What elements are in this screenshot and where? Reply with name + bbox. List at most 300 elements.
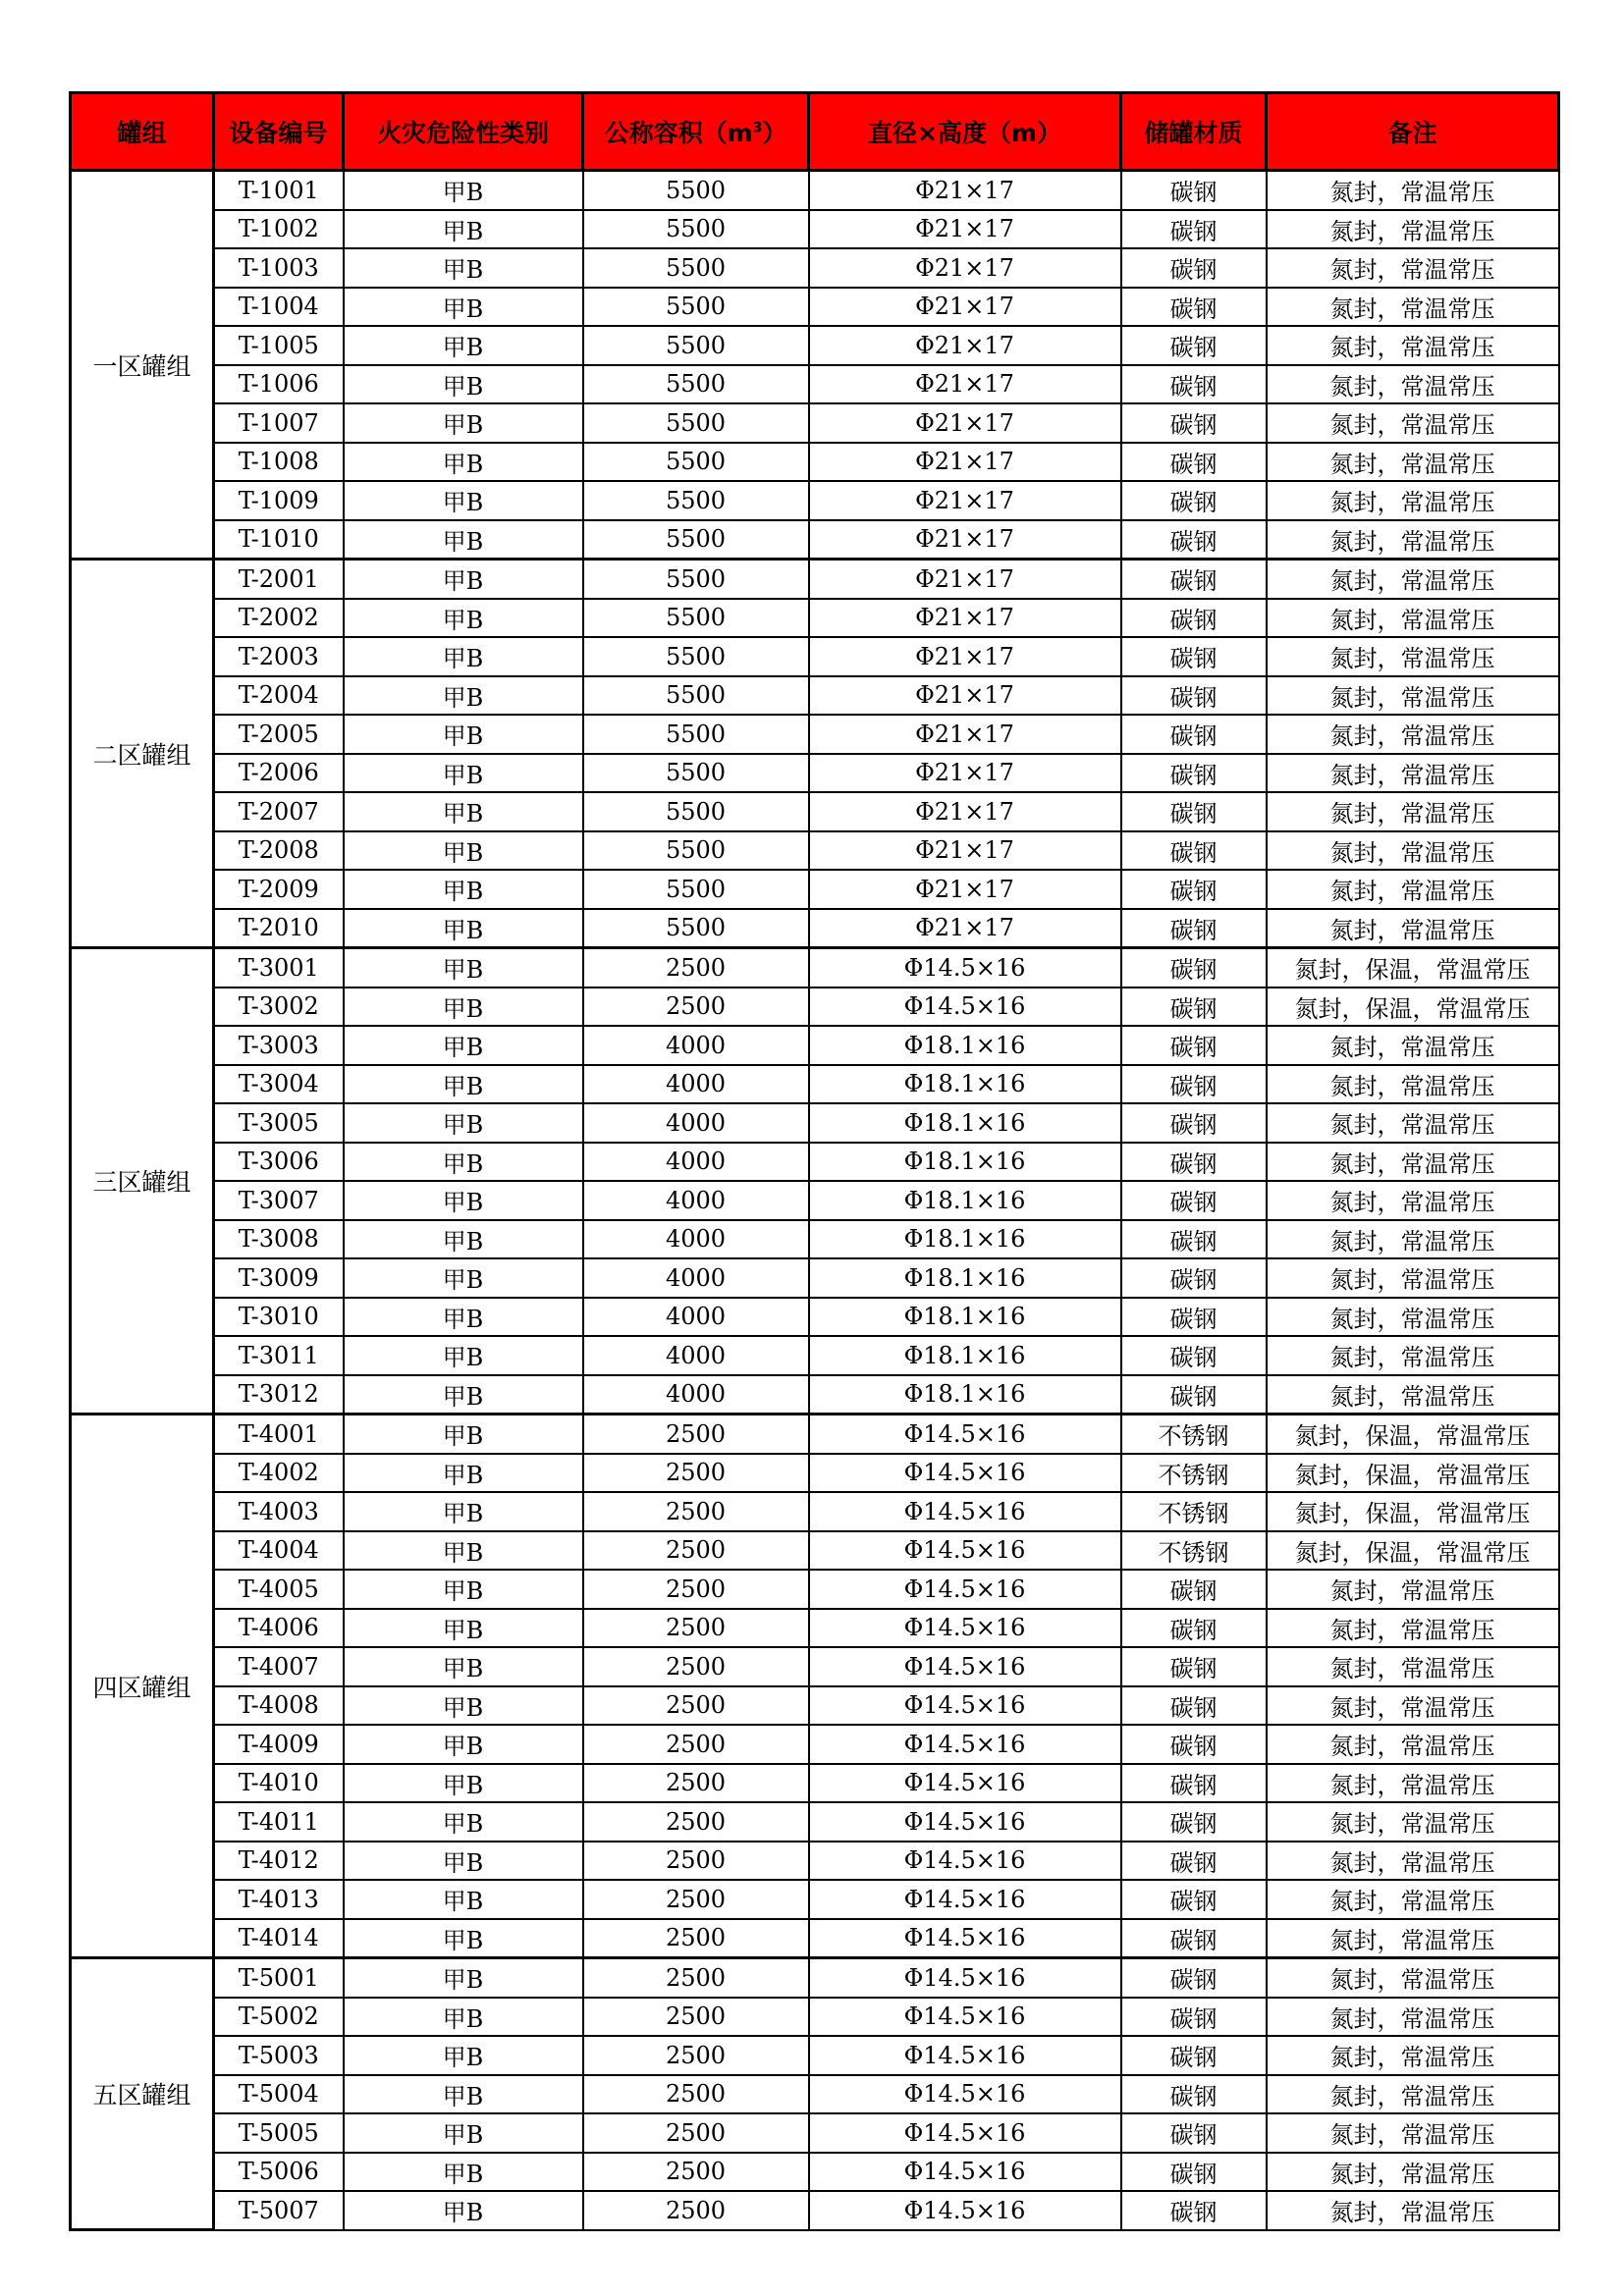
fire-hazard-cell: 甲B xyxy=(344,1103,583,1143)
remarks-cell: 氮封，常温常压 xyxy=(1267,2036,1559,2075)
header-fire-hazard: 火灾危险性类别 xyxy=(344,93,583,171)
remarks-cell: 氮封，常温常压 xyxy=(1267,1764,1559,1803)
volume-cell: 5500 xyxy=(583,403,809,443)
fire-hazard-cell: 甲B xyxy=(344,1298,583,1337)
remarks-cell: 氮封，常温常压 xyxy=(1267,1998,1559,2037)
table-row xyxy=(71,715,1559,754)
material-cell: 不锈钢 xyxy=(1121,1531,1267,1571)
fire-hazard-cell: 甲B xyxy=(344,326,583,365)
equipment-id-cell: T-1007 xyxy=(214,403,344,443)
fire-hazard-cell: 甲B xyxy=(344,1725,583,1764)
tank-table xyxy=(69,91,1560,2231)
dimensions-cell: Φ21×17 xyxy=(809,171,1121,210)
fire-hazard-cell: 甲B xyxy=(344,2191,583,2230)
remarks-cell: 氮封，常温常压 xyxy=(1267,520,1559,560)
remarks-cell: 氮封，常温常压 xyxy=(1267,365,1559,404)
remarks-cell: 氮封，常温常压 xyxy=(1267,1647,1559,1686)
dimensions-cell: Φ18.1×16 xyxy=(809,1336,1121,1375)
remarks-cell: 氮封，常温常压 xyxy=(1267,403,1559,443)
remarks-cell: 氮封，常温常压 xyxy=(1267,1103,1559,1143)
table-row xyxy=(71,1764,1559,1803)
volume-cell: 2500 xyxy=(583,2113,809,2153)
volume-cell: 5500 xyxy=(583,365,809,404)
material-cell: 碳钢 xyxy=(1121,831,1267,871)
dimensions-cell: Φ14.5×16 xyxy=(809,1880,1121,1919)
volume-cell: 2500 xyxy=(583,2075,809,2114)
remarks-cell: 氮封，常温常压 xyxy=(1267,481,1559,520)
fire-hazard-cell: 甲B xyxy=(344,1880,583,1919)
remarks-cell: 氮封，常温常压 xyxy=(1267,1258,1559,1298)
table-row xyxy=(71,1647,1559,1686)
table-row xyxy=(71,1298,1559,1337)
material-cell: 碳钢 xyxy=(1121,909,1267,948)
table-row xyxy=(71,1181,1559,1220)
fire-hazard-cell: 甲B xyxy=(344,1802,583,1842)
remarks-cell: 氮封，常温常压 xyxy=(1267,1686,1559,1726)
material-cell: 碳钢 xyxy=(1121,1336,1267,1375)
equipment-id-cell: T-3011 xyxy=(214,1336,344,1375)
equipment-id-cell: T-1010 xyxy=(214,520,344,560)
material-cell: 碳钢 xyxy=(1121,1026,1267,1065)
equipment-id-cell: T-5006 xyxy=(214,2153,344,2192)
table-row xyxy=(71,909,1559,948)
fire-hazard-cell: 甲B xyxy=(344,792,583,831)
material-cell: 碳钢 xyxy=(1121,326,1267,365)
fire-hazard-cell: 甲B xyxy=(344,1570,583,1609)
fire-hazard-cell: 甲B xyxy=(344,1181,583,1220)
remarks-cell: 氮封，常温常压 xyxy=(1267,1298,1559,1337)
fire-hazard-cell: 甲B xyxy=(344,1065,583,1104)
fire-hazard-cell: 甲B xyxy=(344,2153,583,2192)
volume-cell: 5500 xyxy=(583,637,809,676)
volume-cell: 4000 xyxy=(583,1181,809,1220)
fire-hazard-cell: 甲B xyxy=(344,1375,583,1415)
dimensions-cell: Φ21×17 xyxy=(809,481,1121,520)
volume-cell: 5500 xyxy=(583,754,809,793)
material-cell: 碳钢 xyxy=(1121,1919,1267,1958)
dimensions-cell: Φ21×17 xyxy=(809,520,1121,560)
volume-cell: 2500 xyxy=(583,1609,809,1648)
remarks-cell: 氮封，常温常压 xyxy=(1267,1143,1559,1182)
equipment-id-cell: T-4011 xyxy=(214,1802,344,1842)
material-cell: 碳钢 xyxy=(1121,599,1267,638)
fire-hazard-cell: 甲B xyxy=(344,1647,583,1686)
remarks-cell: 氮封，保温，常温常压 xyxy=(1267,988,1559,1027)
dimensions-cell: Φ14.5×16 xyxy=(809,1764,1121,1803)
header-volume-suffix: ） xyxy=(762,119,787,147)
table-row xyxy=(71,1026,1559,1065)
equipment-id-cell: T-2008 xyxy=(214,831,344,871)
volume-cell: 5500 xyxy=(583,443,809,482)
equipment-id-cell: T-4001 xyxy=(214,1415,344,1454)
fire-hazard-cell: 甲B xyxy=(344,210,583,249)
table-row xyxy=(71,988,1559,1027)
dimensions-cell: Φ21×17 xyxy=(809,870,1121,909)
equipment-id-cell: T-3001 xyxy=(214,948,344,988)
volume-cell: 4000 xyxy=(583,1336,809,1375)
remarks-cell: 氮封，常温常压 xyxy=(1267,1220,1559,1259)
header-volume-sup: 3 xyxy=(752,120,763,136)
fire-hazard-cell: 甲B xyxy=(344,1686,583,1726)
fire-hazard-cell: 甲B xyxy=(344,1958,583,1998)
volume-cell: 5500 xyxy=(583,715,809,754)
remarks-cell: 氮封，保温，常温常压 xyxy=(1267,1531,1559,1571)
remarks-cell: 氮封，常温常压 xyxy=(1267,1802,1559,1842)
remarks-cell: 氮封，常温常压 xyxy=(1267,2113,1559,2153)
remarks-cell: 氮封，常温常压 xyxy=(1267,2191,1559,2230)
material-cell: 碳钢 xyxy=(1121,1958,1267,1998)
material-cell: 碳钢 xyxy=(1121,870,1267,909)
equipment-id-cell: T-2010 xyxy=(214,909,344,948)
equipment-id-cell: T-3008 xyxy=(214,1220,344,1259)
material-cell: 碳钢 xyxy=(1121,715,1267,754)
table-row xyxy=(71,2113,1559,2153)
dimensions-cell: Φ21×17 xyxy=(809,210,1121,249)
material-cell: 碳钢 xyxy=(1121,1375,1267,1415)
tank-group-name: 五区罐组 xyxy=(71,1958,214,2230)
equipment-id-cell: T-1003 xyxy=(214,248,344,288)
volume-cell: 2500 xyxy=(583,2191,809,2230)
table-row xyxy=(71,1958,1559,1998)
volume-cell: 5500 xyxy=(583,326,809,365)
material-cell: 碳钢 xyxy=(1121,1998,1267,2037)
equipment-id-cell: T-4012 xyxy=(214,1842,344,1881)
dimensions-cell: Φ14.5×16 xyxy=(809,948,1121,988)
fire-hazard-cell: 甲B xyxy=(344,560,583,599)
material-cell: 碳钢 xyxy=(1121,1570,1267,1609)
material-cell: 碳钢 xyxy=(1121,2113,1267,2153)
remarks-cell: 氮封，常温常压 xyxy=(1267,1725,1559,1764)
fire-hazard-cell: 甲B xyxy=(344,1026,583,1065)
material-cell: 碳钢 xyxy=(1121,2191,1267,2230)
table-row xyxy=(71,1531,1559,1571)
remarks-cell: 氮封，常温常压 xyxy=(1267,599,1559,638)
equipment-id-cell: T-1004 xyxy=(214,288,344,327)
dimensions-cell: Φ21×17 xyxy=(809,443,1121,482)
volume-cell: 4000 xyxy=(583,1103,809,1143)
fire-hazard-cell: 甲B xyxy=(344,1842,583,1881)
remarks-cell: 氮封，常温常压 xyxy=(1267,1181,1559,1220)
table-row xyxy=(71,1686,1559,1726)
remarks-cell: 氮封，常温常压 xyxy=(1267,870,1559,909)
fire-hazard-cell: 甲B xyxy=(344,1492,583,1531)
remarks-cell: 氮封，保温，常温常压 xyxy=(1267,1454,1559,1493)
dimensions-cell: Φ14.5×16 xyxy=(809,1998,1121,2037)
remarks-cell: 氮封，常温常压 xyxy=(1267,1065,1559,1104)
material-cell: 碳钢 xyxy=(1121,481,1267,520)
table-row xyxy=(71,2153,1559,2192)
dimensions-cell: Φ14.5×16 xyxy=(809,2036,1121,2075)
remarks-cell: 氮封，常温常压 xyxy=(1267,326,1559,365)
table-row xyxy=(71,248,1559,288)
material-cell: 碳钢 xyxy=(1121,1686,1267,1726)
volume-cell: 2500 xyxy=(583,1647,809,1686)
dimensions-cell: Φ14.5×16 xyxy=(809,1454,1121,1493)
equipment-id-cell: T-5007 xyxy=(214,2191,344,2230)
equipment-id-cell: T-2007 xyxy=(214,792,344,831)
volume-cell: 4000 xyxy=(583,1375,809,1415)
fire-hazard-cell: 甲B xyxy=(344,1220,583,1259)
material-cell: 不锈钢 xyxy=(1121,1454,1267,1493)
remarks-cell: 氮封，常温常压 xyxy=(1267,2075,1559,2114)
fire-hazard-cell: 甲B xyxy=(344,481,583,520)
remarks-cell: 氮封，常温常压 xyxy=(1267,1570,1559,1609)
equipment-id-cell: T-2005 xyxy=(214,715,344,754)
equipment-id-cell: T-3007 xyxy=(214,1181,344,1220)
table-row xyxy=(71,1570,1559,1609)
remarks-cell: 氮封，常温常压 xyxy=(1267,248,1559,288)
fire-hazard-cell: 甲B xyxy=(344,2075,583,2114)
volume-cell: 2500 xyxy=(583,1686,809,1726)
material-cell: 碳钢 xyxy=(1121,754,1267,793)
table-row xyxy=(71,676,1559,716)
equipment-id-cell: T-1006 xyxy=(214,365,344,404)
material-cell: 碳钢 xyxy=(1121,676,1267,716)
table-row xyxy=(71,1880,1559,1919)
dimensions-cell: Φ18.1×16 xyxy=(809,1258,1121,1298)
table-row xyxy=(71,481,1559,520)
table-row xyxy=(71,1336,1559,1375)
dimensions-cell: Φ14.5×16 xyxy=(809,1725,1121,1764)
volume-cell: 5500 xyxy=(583,248,809,288)
fire-hazard-cell: 甲B xyxy=(344,365,583,404)
material-cell: 碳钢 xyxy=(1121,2036,1267,2075)
volume-cell: 2500 xyxy=(583,1725,809,1764)
volume-cell: 2500 xyxy=(583,1454,809,1493)
volume-cell: 2500 xyxy=(583,2036,809,2075)
table-row xyxy=(71,599,1559,638)
fire-hazard-cell: 甲B xyxy=(344,676,583,716)
equipment-id-cell: T-4014 xyxy=(214,1919,344,1958)
remarks-cell: 氮封，常温常压 xyxy=(1267,1842,1559,1881)
dimensions-cell: Φ18.1×16 xyxy=(809,1143,1121,1182)
material-cell: 不锈钢 xyxy=(1121,1415,1267,1454)
tank-group-name: 四区罐组 xyxy=(71,1415,214,1958)
dimensions-cell: Φ14.5×16 xyxy=(809,2191,1121,2230)
equipment-id-cell: T-5001 xyxy=(214,1958,344,1998)
volume-cell: 5500 xyxy=(583,676,809,716)
equipment-id-cell: T-1008 xyxy=(214,443,344,482)
fire-hazard-cell: 甲B xyxy=(344,443,583,482)
equipment-id-cell: T-3009 xyxy=(214,1258,344,1298)
dimensions-cell: Φ14.5×16 xyxy=(809,1492,1121,1531)
fire-hazard-cell: 甲B xyxy=(344,1609,583,1648)
table-row xyxy=(71,1492,1559,1531)
fire-hazard-cell: 甲B xyxy=(344,637,583,676)
equipment-id-cell: T-5004 xyxy=(214,2075,344,2114)
header-material: 储罐材质 xyxy=(1121,93,1267,171)
remarks-cell: 氮封，常温常压 xyxy=(1267,1336,1559,1375)
volume-cell: 2500 xyxy=(583,1802,809,1842)
header-remarks: 备注 xyxy=(1267,93,1559,171)
volume-cell: 2500 xyxy=(583,1919,809,1958)
fire-hazard-cell: 甲B xyxy=(344,715,583,754)
fire-hazard-cell: 甲B xyxy=(344,1531,583,1571)
equipment-id-cell: T-2002 xyxy=(214,599,344,638)
equipment-id-cell: T-5003 xyxy=(214,2036,344,2075)
remarks-cell: 氮封，常温常压 xyxy=(1267,1958,1559,1998)
remarks-cell: 氮封，常温常压 xyxy=(1267,715,1559,754)
material-cell: 碳钢 xyxy=(1121,288,1267,327)
table-row xyxy=(71,2075,1559,2114)
tank-group-name: 二区罐组 xyxy=(71,560,214,948)
remarks-cell: 氮封，常温常压 xyxy=(1267,288,1559,327)
material-cell: 不锈钢 xyxy=(1121,1492,1267,1531)
dimensions-cell: Φ21×17 xyxy=(809,403,1121,443)
table-row xyxy=(71,443,1559,482)
dimensions-cell: Φ14.5×16 xyxy=(809,988,1121,1027)
table-row xyxy=(71,1725,1559,1764)
material-cell: 碳钢 xyxy=(1121,1764,1267,1803)
fire-hazard-cell: 甲B xyxy=(344,2113,583,2153)
dimensions-cell: Φ21×17 xyxy=(809,560,1121,599)
equipment-id-cell: T-5005 xyxy=(214,2113,344,2153)
fire-hazard-cell: 甲B xyxy=(344,754,583,793)
table-row xyxy=(71,1919,1559,1958)
table-row xyxy=(71,1454,1559,1493)
volume-cell: 5500 xyxy=(583,870,809,909)
volume-cell: 4000 xyxy=(583,1143,809,1182)
table-row xyxy=(71,1375,1559,1415)
dimensions-cell: Φ21×17 xyxy=(809,792,1121,831)
table-row xyxy=(71,1802,1559,1842)
equipment-id-cell: T-4008 xyxy=(214,1686,344,1726)
remarks-cell: 氮封，常温常压 xyxy=(1267,1375,1559,1415)
material-cell: 碳钢 xyxy=(1121,948,1267,988)
volume-cell: 5500 xyxy=(583,599,809,638)
table-row xyxy=(71,1103,1559,1143)
volume-cell: 5500 xyxy=(583,792,809,831)
dimensions-cell: Φ21×17 xyxy=(809,754,1121,793)
table-row xyxy=(71,637,1559,676)
dimensions-cell: Φ21×17 xyxy=(809,715,1121,754)
equipment-id-cell: T-2009 xyxy=(214,870,344,909)
fire-hazard-cell: 甲B xyxy=(344,520,583,560)
table-row xyxy=(71,1220,1559,1259)
tank-table-sheet xyxy=(69,91,1557,2231)
dimensions-cell: Φ21×17 xyxy=(809,288,1121,327)
fire-hazard-cell: 甲B xyxy=(344,1336,583,1375)
table-row xyxy=(71,948,1559,988)
volume-cell: 5500 xyxy=(583,288,809,327)
table-row xyxy=(71,1143,1559,1182)
remarks-cell: 氮封，常温常压 xyxy=(1267,676,1559,716)
dimensions-cell: Φ18.1×16 xyxy=(809,1103,1121,1143)
material-cell: 碳钢 xyxy=(1121,988,1267,1027)
remarks-cell: 氮封，常温常压 xyxy=(1267,754,1559,793)
material-cell: 碳钢 xyxy=(1121,2075,1267,2114)
volume-cell: 2500 xyxy=(583,1880,809,1919)
table-row xyxy=(71,1415,1559,1454)
remarks-cell: 氮封，常温常压 xyxy=(1267,560,1559,599)
remarks-cell: 氮封，常温常压 xyxy=(1267,2153,1559,2192)
volume-cell: 5500 xyxy=(583,481,809,520)
remarks-cell: 氮封，常温常压 xyxy=(1267,1026,1559,1065)
equipment-id-cell: T-5002 xyxy=(214,1998,344,2037)
material-cell: 碳钢 xyxy=(1121,2153,1267,2192)
dimensions-cell: Φ14.5×16 xyxy=(809,1958,1121,1998)
equipment-id-cell: T-1005 xyxy=(214,326,344,365)
volume-cell: 4000 xyxy=(583,1298,809,1337)
equipment-id-cell: T-3006 xyxy=(214,1143,344,1182)
remarks-cell: 氮封，常温常压 xyxy=(1267,792,1559,831)
volume-cell: 2500 xyxy=(583,1842,809,1881)
dimensions-cell: Φ14.5×16 xyxy=(809,2153,1121,2192)
remarks-cell: 氮封，常温常压 xyxy=(1267,1919,1559,1958)
equipment-id-cell: T-3003 xyxy=(214,1026,344,1065)
dimensions-cell: Φ21×17 xyxy=(809,909,1121,948)
equipment-id-cell: T-2001 xyxy=(214,560,344,599)
volume-cell: 2500 xyxy=(583,1570,809,1609)
dimensions-cell: Φ21×17 xyxy=(809,326,1121,365)
material-cell: 碳钢 xyxy=(1121,1220,1267,1259)
equipment-id-cell: T-2006 xyxy=(214,754,344,793)
dimensions-cell: Φ18.1×16 xyxy=(809,1375,1121,1415)
material-cell: 碳钢 xyxy=(1121,1725,1267,1764)
volume-cell: 5500 xyxy=(583,909,809,948)
material-cell: 碳钢 xyxy=(1121,1647,1267,1686)
equipment-id-cell: T-4005 xyxy=(214,1570,344,1609)
dimensions-cell: Φ21×17 xyxy=(809,599,1121,638)
volume-cell: 5500 xyxy=(583,560,809,599)
volume-cell: 4000 xyxy=(583,1220,809,1259)
fire-hazard-cell: 甲B xyxy=(344,1764,583,1803)
fire-hazard-cell: 甲B xyxy=(344,909,583,948)
table-header xyxy=(71,93,1559,171)
table-row xyxy=(71,1609,1559,1648)
fire-hazard-cell: 甲B xyxy=(344,288,583,327)
material-cell: 碳钢 xyxy=(1121,1181,1267,1220)
fire-hazard-cell: 甲B xyxy=(344,403,583,443)
volume-cell: 4000 xyxy=(583,1026,809,1065)
fire-hazard-cell: 甲B xyxy=(344,1998,583,2037)
dimensions-cell: Φ14.5×16 xyxy=(809,2075,1121,2114)
equipment-id-cell: T-3005 xyxy=(214,1103,344,1143)
table-row xyxy=(71,1258,1559,1298)
remarks-cell: 氮封，常温常压 xyxy=(1267,637,1559,676)
tank-group-name: 一区罐组 xyxy=(71,171,214,560)
table-row xyxy=(71,1842,1559,1881)
dimensions-cell: Φ18.1×16 xyxy=(809,1220,1121,1259)
dimensions-cell: Φ14.5×16 xyxy=(809,1647,1121,1686)
dimensions-cell: Φ18.1×16 xyxy=(809,1026,1121,1065)
volume-cell: 2500 xyxy=(583,1531,809,1571)
tank-group-name: 三区罐组 xyxy=(71,948,214,1415)
remarks-cell: 氮封，常温常压 xyxy=(1267,909,1559,948)
table-body xyxy=(71,171,1559,2230)
volume-cell: 5500 xyxy=(583,831,809,871)
equipment-id-cell: T-4004 xyxy=(214,1531,344,1571)
volume-cell: 2500 xyxy=(583,1492,809,1531)
fire-hazard-cell: 甲B xyxy=(344,1415,583,1454)
material-cell: 碳钢 xyxy=(1121,1802,1267,1842)
equipment-id-cell: T-2003 xyxy=(214,637,344,676)
material-cell: 碳钢 xyxy=(1121,1842,1267,1881)
equipment-id-cell: T-3004 xyxy=(214,1065,344,1104)
dimensions-cell: Φ14.5×16 xyxy=(809,2113,1121,2153)
table-row xyxy=(71,288,1559,327)
fire-hazard-cell: 甲B xyxy=(344,988,583,1027)
material-cell: 碳钢 xyxy=(1121,443,1267,482)
remarks-cell: 氮封，常温常压 xyxy=(1267,1880,1559,1919)
volume-cell: 2500 xyxy=(583,1998,809,2037)
equipment-id-cell: T-4002 xyxy=(214,1454,344,1493)
equipment-id-cell: T-1009 xyxy=(214,481,344,520)
dimensions-cell: Φ21×17 xyxy=(809,248,1121,288)
dimensions-cell: Φ14.5×16 xyxy=(809,1609,1121,1648)
material-cell: 碳钢 xyxy=(1121,792,1267,831)
equipment-id-cell: T-4003 xyxy=(214,1492,344,1531)
